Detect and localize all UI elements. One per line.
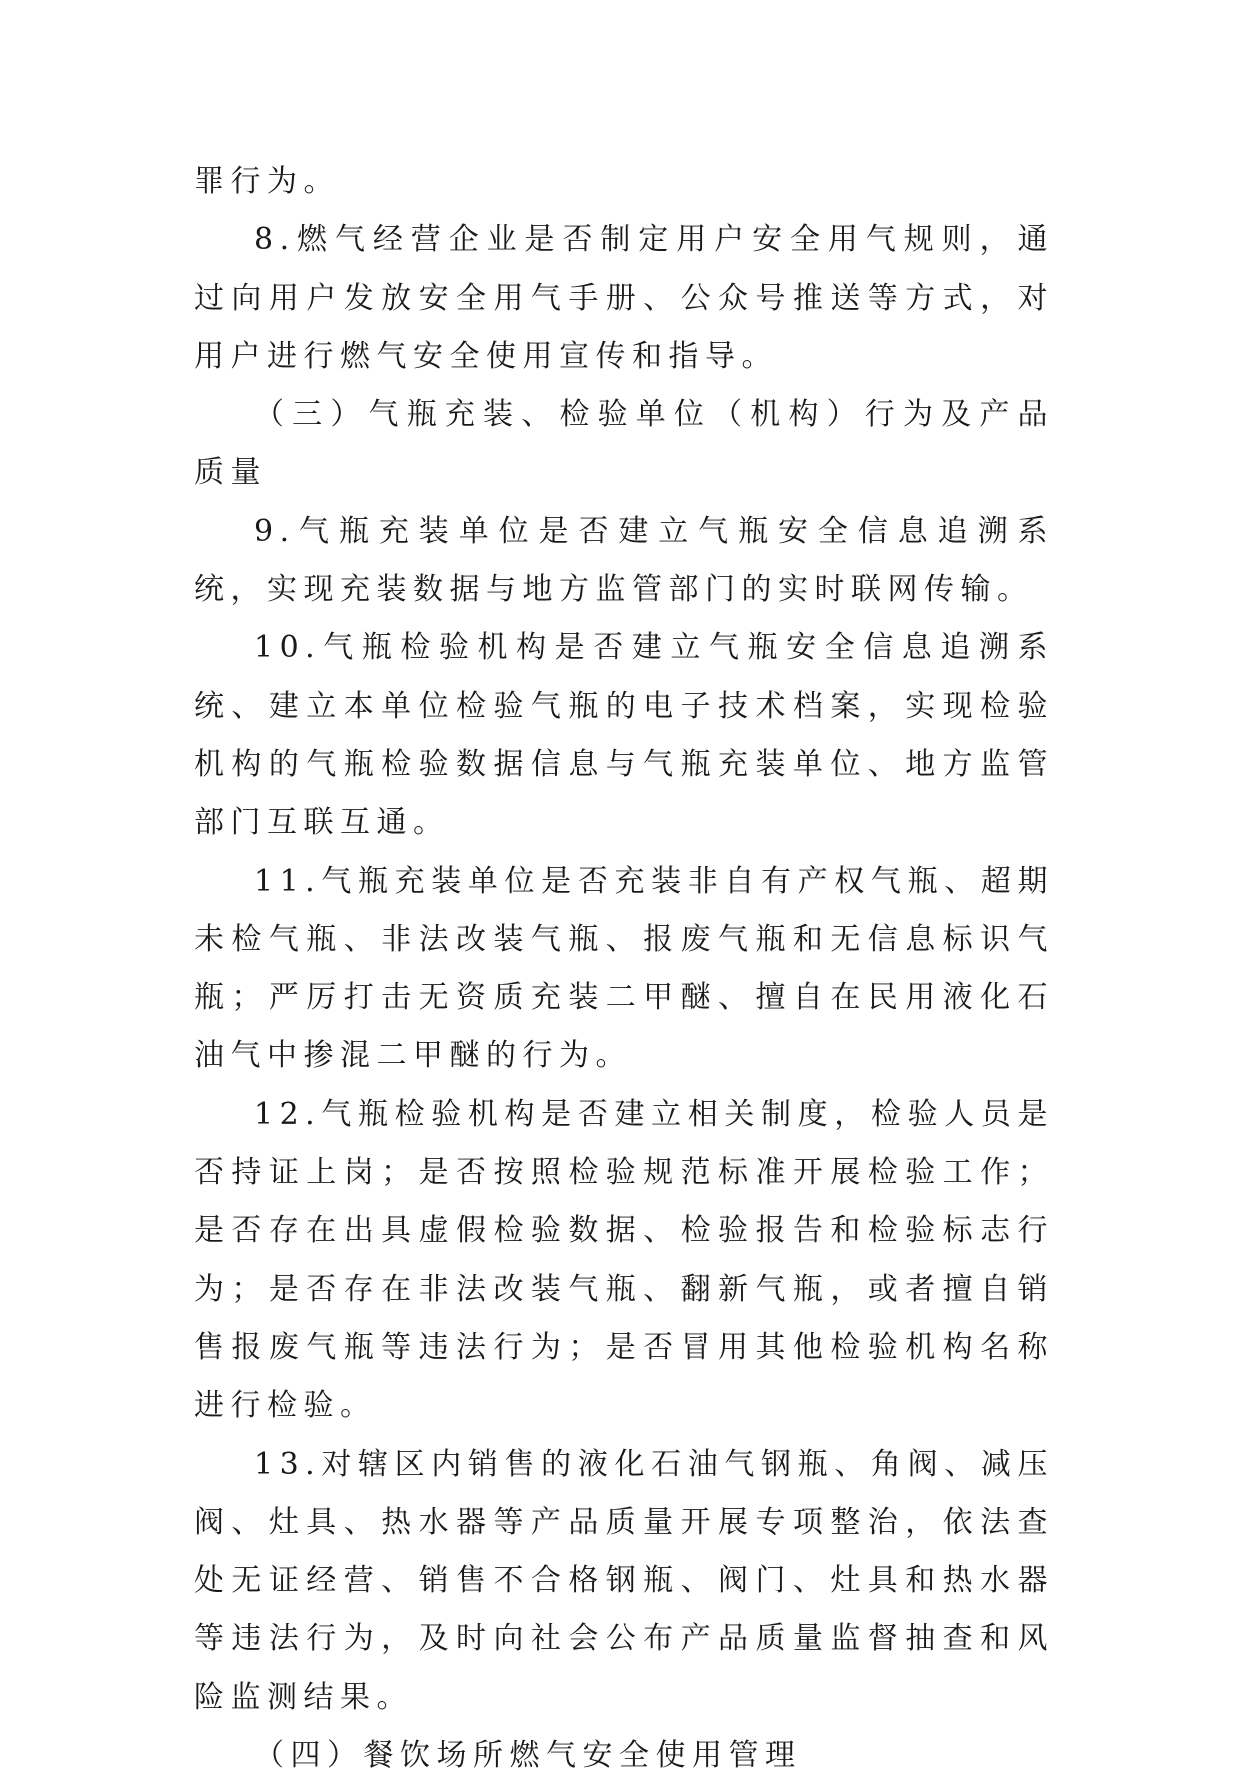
section-heading-3: （三）气瓶充装、检验单位（机构）行为及产品质量 (194, 397, 1054, 491)
section-heading-4: （四）餐饮场所燃气安全使用管理 (254, 1738, 802, 1774)
paragraph-item-11: 11.气瓶充装单位是否充装非自有产权气瓶、超期未检气瓶、非法改装气瓶、报废气瓶和无信息标识气瓶；严厉打击无资质充装二甲醚、擅自在民用液化石油气中掺混二甲醚的行为。 (194, 863, 1054, 1074)
paragraph-continuation: 罪行为。 (194, 164, 340, 199)
paragraph-item-13: 13.对辖区内销售的液化石油气钢瓶、角阀、减压阀、灶具、热水器等产品质量开展专项整治，依法查处无证经营、销售不合格钢瓶、阀门、灶具和热水器等违法行为，及时向社会公布产品质量监督抽查和风险监测结果。 (194, 1446, 1054, 1715)
paragraph-item-9: 9.气瓶充装单位是否建立气瓶安全信息追溯系统，实现充装数据与地方监管部门的实时联网传输。 (194, 513, 1054, 608)
paragraph-item-8: 8.燃气经营企业是否制定用户安全用气规则，通过向用户发放安全用气手册、公众号推送等方式，对用户进行燃气安全使用宣传和指导。 (194, 222, 1054, 374)
document-body (194, 153, 1054, 1785)
paragraph-item-10: 10.气瓶检验机构是否建立气瓶安全信息追溯系统、建立本单位检验气瓶的电子技术档案，实现检验机构的气瓶检验数据信息与气瓶充装单位、地方监管部门互联互通。 (194, 630, 1054, 841)
paragraph-item-12: 12.气瓶检验机构是否建立相关制度，检验人员是否持证上岗；是否按照检验规范标准开展检验工作；是否存在出具虚假检验数据、检验报告和检验标志行为；是否存在非法改装气瓶、翻新气瓶，或者擅自销售报废气瓶等违法行为；是否冒用其他检验机构名称进行检验。 (194, 1096, 1054, 1424)
